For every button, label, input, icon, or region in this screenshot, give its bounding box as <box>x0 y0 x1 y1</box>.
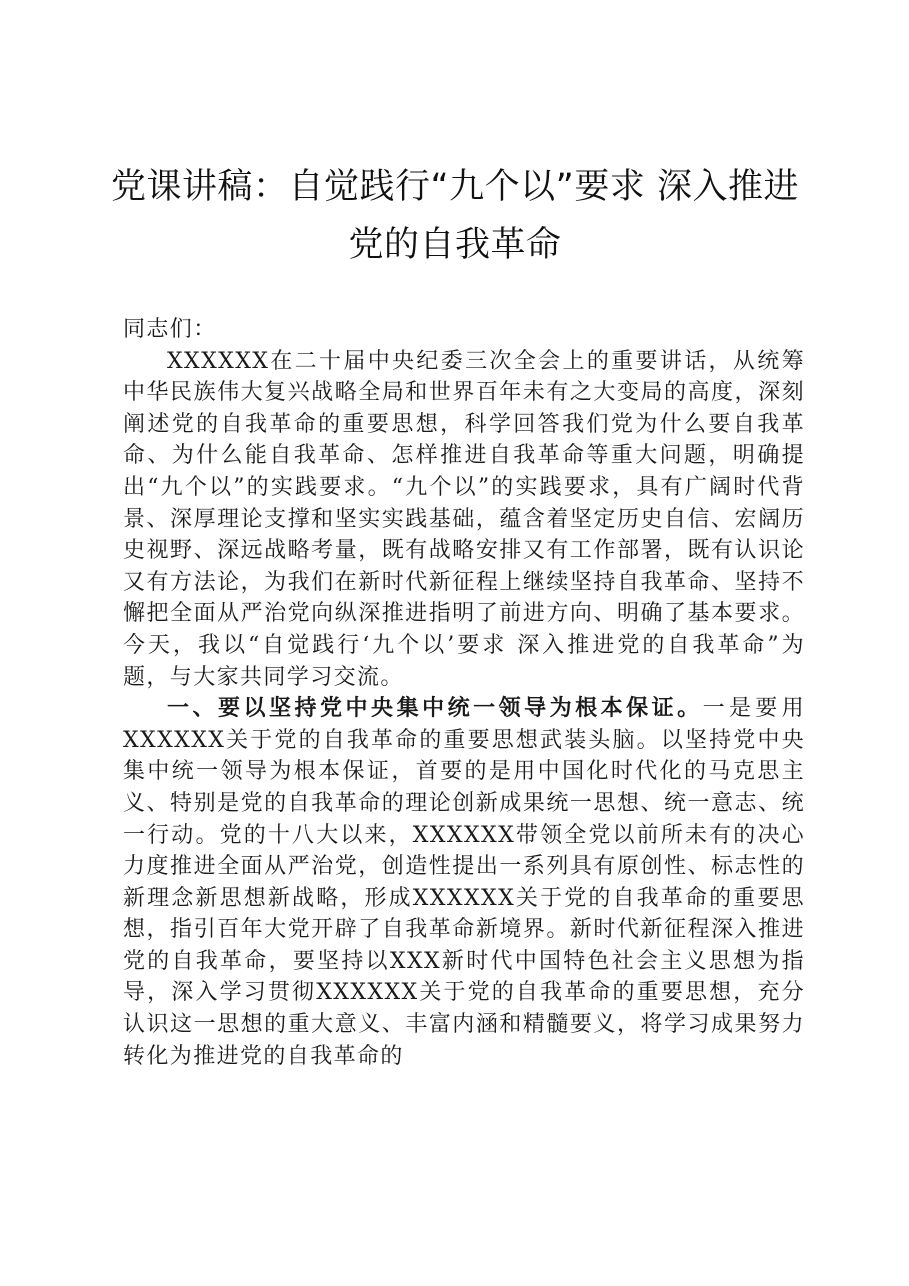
salutation: 同志们： <box>123 317 217 342</box>
document-body <box>123 314 805 1072</box>
section-1-heading: 一、要以坚持党中央集中统一领导为根本保证。 <box>167 696 703 722</box>
document-title: 党课讲稿：自觉践行“九个以”要求 深入推进党的自我革命 <box>111 167 799 265</box>
intro-paragraph: XXXXXX在二十届中央纪委三次全会上的重要讲话，从统筹中华民族伟大复兴战略全局和世界百年未有之大变局的高度，深刻阐述党的自我革命的重要思想，科学回答我们党为什么要自我革命、为什么能自我革命、怎样推进自我革命等重大问题，明确提出“九个以”的实践要求。“九个以”的实践要求，具有广阔时代背景、深厚理论支撑和坚实实践基础，蕴含着坚定历史自信、宏阔历史视野、深远战略考量，既有战略安排又有工作部署，既有认识论又有方法论，为我们在新时代新征程上继续坚持自我革命、坚持不懈把全面从严治党向纵深推进指明了前进方向、明确了基本要求。今天，我以“自觉践行‘九个以’要求 深入推进党的自我革命”为题，与大家共同学习交流。 <box>123 348 805 690</box>
section-1-paragraph <box>123 693 805 1072</box>
section-1-body: 一是要用XXXXXX关于党的自我革命的重要思想武装头脑。以坚持党中央集中统一领导为根本保证，首要的是用中国化时代化的马克思主义、特别是党的自我革命的理论创新成果统一思想、统一意志、统一行动。党的十八大以来，XXXXXX带领全党以前所未有的决心力度推进全面从严治党，创造性提出一系列具有原创性、标志性的新理念新思想新战略，形成XXXXXX关于党的自我革命的重要思想，指引百年大党开辟了自我革命新境界。新时代新征程深入推进党的自我革命，要坚持以XXX新时代中国特色社会主义思想为指导，深入学习贯彻XXXXXX关于党的自我革命的重要思想，充分认识这一思想的重大意义、丰富内涵和精髓要义，将学习成果努力转化为推进党的自我革命的 <box>123 696 805 1069</box>
